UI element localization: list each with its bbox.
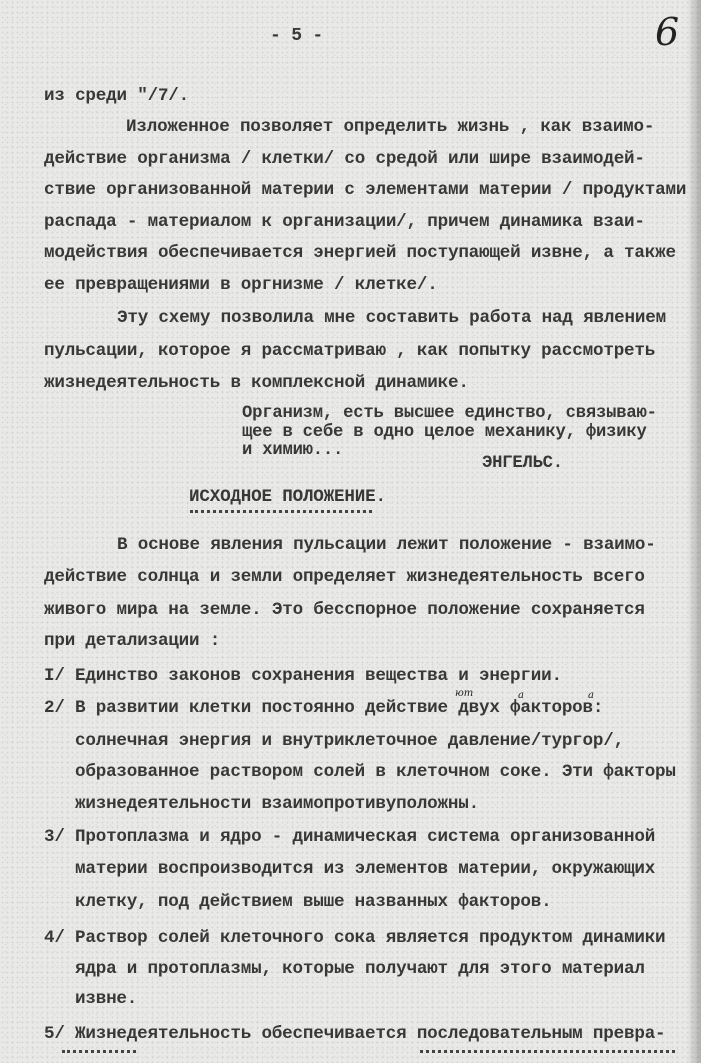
text-line: В основе явления пульсации лежит положение - взаимо- <box>117 535 656 555</box>
heading-underline <box>190 510 372 513</box>
text-line: при детализации : <box>44 631 221 651</box>
text-line: действие организма / клетки/ со средой или шире взаимодей- <box>44 149 645 169</box>
typed-page-number: - 5 - <box>270 26 324 46</box>
list-marker: 3/ <box>44 827 65 847</box>
text-line: распада - материалом к организации/, причем динамика взаи- <box>44 212 645 232</box>
section-heading: ИСХОДНОЕ ПОЛОЖЕНИЕ. <box>189 487 386 507</box>
list-marker: I/ <box>44 666 65 686</box>
epigraph-line: и химию... <box>242 441 344 460</box>
list-item-line: материи воспроизводится из элементов материи, окружающих <box>75 859 656 879</box>
list-item-line: Жизнедеятельность обеспечивается последовательным превра- <box>75 1024 666 1044</box>
list-marker: 2/ <box>44 698 65 718</box>
text-underline <box>62 1050 136 1053</box>
handwritten-correction: ют <box>455 688 474 699</box>
list-item-line: извне. <box>75 989 138 1009</box>
list-item-line: солнечная энергия и внутриклеточное давление/тургор/, <box>75 731 624 751</box>
list-marker: 4/ <box>44 928 65 948</box>
list-item-line: жизнедеятельности взаимопротивуположны. <box>75 794 479 814</box>
epigraph-author: ЭНГЕЛЬС. <box>482 454 563 473</box>
list-item-line: клетку, под действием выше названных факторов. <box>75 892 552 912</box>
text-line: ее превращениями в оргнизме / клетке/. <box>44 275 438 295</box>
list-item-line: В развитии клетки постоянно действие двух факторов: <box>75 698 604 718</box>
text-line: пульсации, которое я рассматриваю , как попытку рассмотреть <box>44 341 656 361</box>
text-line: Эту схему позволила мне составить работа над явлением <box>117 308 666 328</box>
text-line: действие солнца и земли определяет жизнедеятельность всего <box>44 567 645 587</box>
list-item-line: Раствор солей клеточного сока является продуктом динамики <box>75 928 666 948</box>
list-item-line: Единство законов сохранения вещества и энергии. <box>75 666 562 686</box>
text-line: из среди "/7/. <box>44 86 190 106</box>
epigraph-line: щее в себе в одно целое механику, физику <box>242 423 647 442</box>
text-line: Изложенное позволяет определить жизнь , как взаимо- <box>126 117 655 137</box>
handwritten-folio-number: 6 <box>655 10 680 54</box>
text-line: модействия обеспечивается энергией поступающей извне, а также <box>44 243 676 263</box>
text-line: жизнедеятельность в комплексной динамике. <box>44 373 469 393</box>
text-line: живого мира на земле. Это бесспорное положение сохраняется <box>44 600 645 620</box>
text-underline <box>420 1050 675 1053</box>
handwritten-correction: а <box>518 690 524 701</box>
handwritten-correction: а <box>588 690 594 701</box>
text-line: ствие организованной материи с элементами материи / продуктами <box>44 180 687 200</box>
list-item-line: Протоплазма и ядро - динамическая система организованной <box>75 827 656 847</box>
epigraph-line: Организм, есть высшее единство, связываю- <box>242 404 657 423</box>
list-item-line: ядра и протоплазмы, которые получают для этого материал <box>75 959 645 979</box>
scan-edge-shadow <box>687 0 701 1063</box>
list-marker: 5/ <box>44 1024 65 1044</box>
list-item-line: образованное раствором солей в клеточном соке. Эти факторы <box>75 762 676 782</box>
